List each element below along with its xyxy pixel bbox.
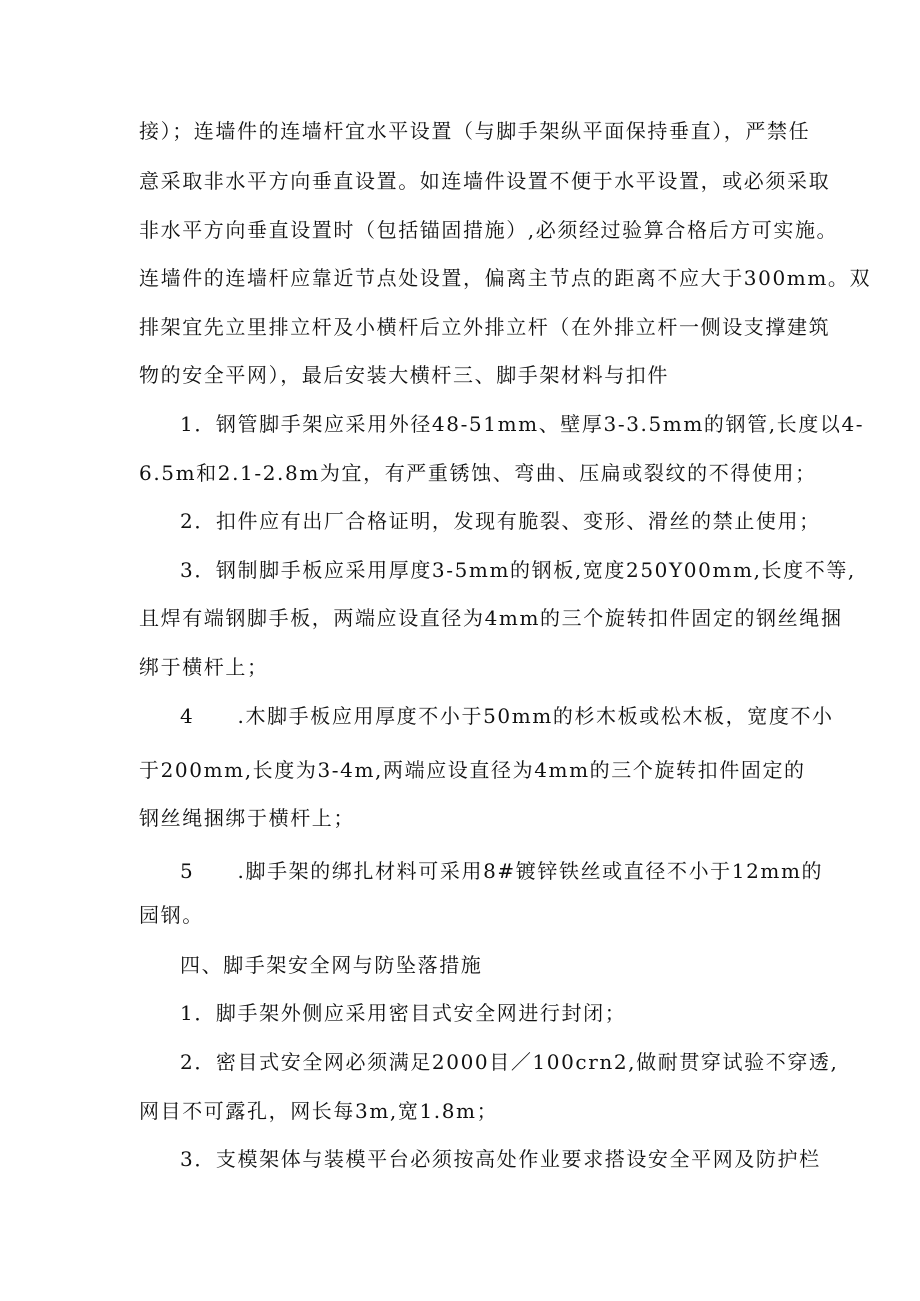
- text-line-3: 非水平方向垂直设置时（包括锚固措施）,必须经过验算合格后方可实施。: [139, 218, 839, 242]
- text-line-21: 网目不可露孔，网长每3m,宽1.8m；: [139, 1099, 499, 1123]
- text-line-9: 2．扣件应有出厂合格证明，发现有脆裂、变形、滑丝的禁止使用；: [180, 509, 821, 533]
- text-line-12: 绑于横杆上；: [139, 655, 269, 679]
- text-line-8: 6.5m和2.1-2.8m为宜，有严重锈蚀、弯曲、压扁或裂纹的不得使用；: [139, 461, 817, 485]
- text-line-13: 4 .木脚手板应用厚度不小于50mm的杉木板或松木板，宽度不小: [180, 704, 834, 728]
- text-line-1: 接）；连墙件的连墙杆宜水平设置（与脚手架纵平面保持垂直），严禁任: [139, 119, 811, 143]
- text-line-11: 且焊有端钢脚手板，两端应设直径为4mm的三个旋转扣件固定的钢丝绳捆: [139, 606, 843, 630]
- text-line-5: 排架宜先立里排立杆及小横杆后立外排立杆（在外排立杆一侧设支撑建筑: [139, 315, 831, 339]
- text-line-19: 1．脚手架外侧应采用密目式安全网进行封闭；: [180, 1001, 627, 1025]
- text-line-17: 园钢。: [139, 903, 204, 927]
- text-line-15: 钢丝绳捆绑于横杆上；: [139, 806, 355, 830]
- section-heading: 四、脚手架安全网与防坠落措施: [180, 953, 483, 977]
- text-line-2: 意采取非水平方向垂直设置。如连墙件设置不便于水平设置，或必须采取: [139, 169, 831, 193]
- text-line-7: 1．钢管脚手架应采用外径48-51mm、壁厚3-3.5mm的钢管,长度以4-: [180, 412, 865, 436]
- text-line-10: 3．钢制脚手板应采用厚度3-5mm的钢板,宽度250Y00mm,长度不等,: [180, 558, 856, 582]
- text-line-22: 3．支模架体与装模平台必须按高处作业要求搭设安全平网及防护栏: [180, 1147, 821, 1171]
- text-line-4: 连墙件的连墙杆应靠近节点处设置，偏离主节点的距离不应大于300mm。双: [139, 266, 872, 290]
- text-line-14: 于200mm,长度为3-4m,两端应设直径为4mm的三个旋转扣件固定的: [139, 758, 806, 782]
- text-line-20: 2．密目式安全网必须满足2000目／100crn2,做耐贯穿试验不穿透,: [180, 1050, 839, 1074]
- text-line-16: 5 .脚手架的绑扎材料可采用8#镀锌铁丝或直径不小于12mm的: [180, 859, 824, 883]
- text-line-6: 物的安全平网），最后安装大横杆三、脚手架材料与扣件: [139, 363, 669, 387]
